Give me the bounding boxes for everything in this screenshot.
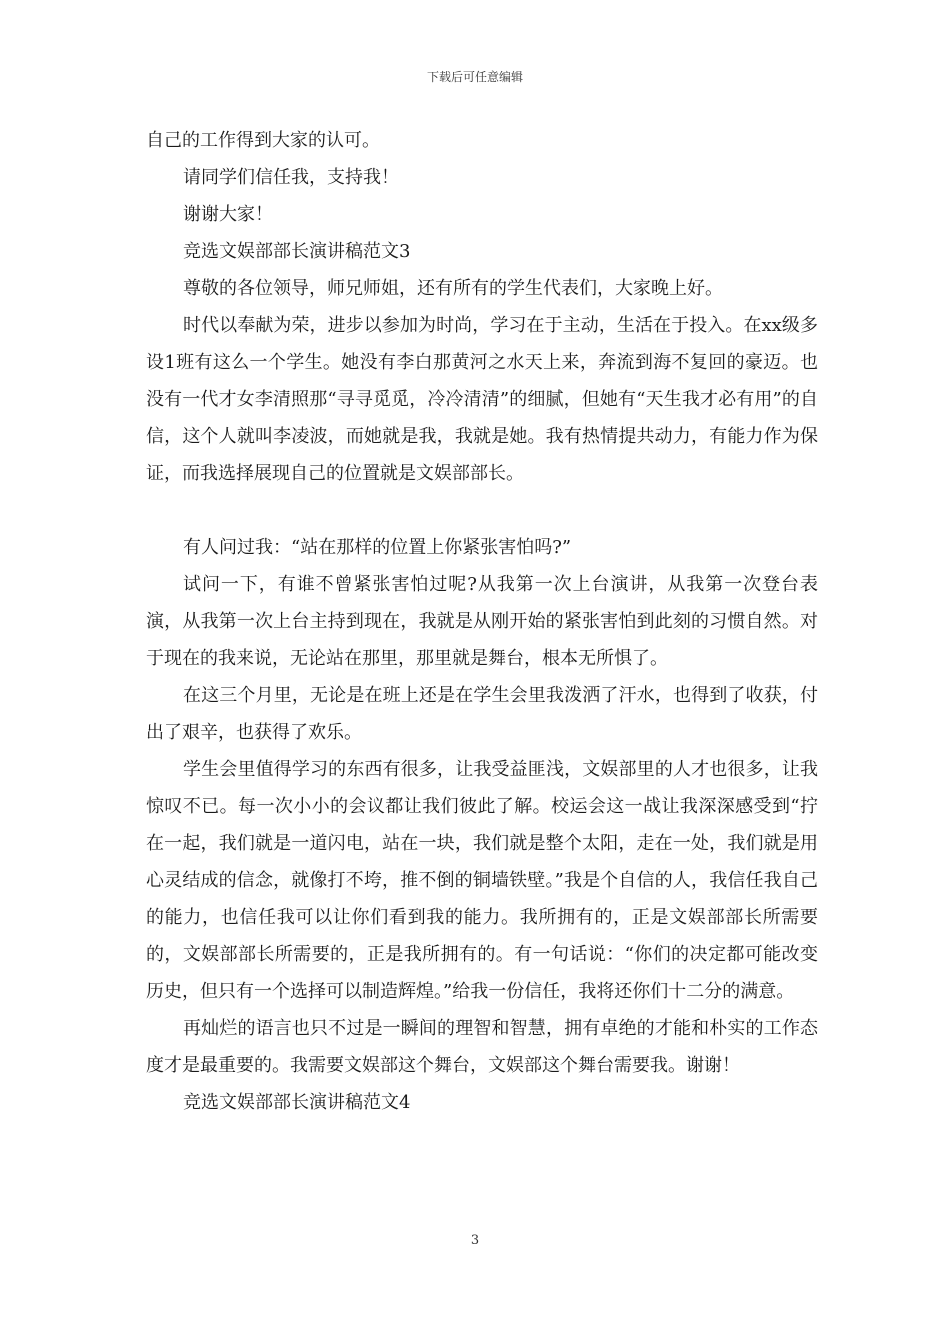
paragraph-nervousness: 试问一下，有谁不曾紧张害怕过呢?从我第一次上台演讲，从我第一次登台表演，从我第一次上台主持到现在，我就是从刚开始的紧张害怕到此刻的习惯自然。对于现在的我来说，无论站在那里，那里就是舞台，根本无所惧了。 [146, 574, 818, 669]
paragraph-continuation: 自己的工作得到大家的认可。 [146, 130, 380, 151]
page-header: 下载后可任意编辑 [426, 70, 523, 84]
paragraph-question: 有人问过我：“站在那样的位置上你紧张害怕吗?” [183, 537, 572, 558]
paragraph-gap [146, 492, 818, 529]
paragraph-introduction: 时代以奉献为荣，进步以参加为时尚，学习在于主动，生活在于投入。在xx级多设1班有这么一个学生。她没有李白那黄河之水天上来，奔流到海不复回的豪迈。也没有一代才女李清照那“寻寻觅觅，冷冷清清”的细腻，但她有“天生我才必有用”的自信，这个人就叫李凌波，而她就是我，我就是她。我有热情提共动力，有能力作为保证，而我选择展现自己的位置就是文娱部部长。 [146, 315, 818, 484]
paragraph-greeting: 尊敬的各位领导，师兄师姐，还有所有的学生代表们，大家晚上好。 [183, 278, 723, 299]
section-title-4: 竞选文娱部部长演讲稿范文4 [183, 1092, 411, 1113]
page-number: 3 [470, 1233, 480, 1248]
paragraph-thanks: 谢谢大家！ [183, 204, 273, 225]
section-title-3: 竞选文娱部部长演讲稿范文3 [183, 241, 411, 262]
paragraph-conclusion: 再灿烂的语言也只不过是一瞬间的理智和智慧，拥有卓绝的才能和朴实的工作态度才是最重要的。我需要文娱部这个舞台，文娱部这个舞台需要我。谢谢！ [146, 1018, 818, 1076]
paragraph-three-months: 在这三个月里，无论是在班上还是在学生会里我泼洒了汗水，也得到了收获，付出了艰辛，也获得了欢乐。 [146, 685, 818, 743]
document-body [146, 122, 818, 1121]
paragraph-student-union: 学生会里值得学习的东西有很多，让我受益匪浅，文娱部里的人才也很多，让我惊叹不已。每一次小小的会议都让我们彼此了解。校运会这一战让我深深感受到“拧在一起，我们就是一道闪电，站在一块，我们就是整个太阳，走在一处，我们就是用心灵结成的信念，就像打不垮，推不倒的铜墙铁壁。”我是个自信的人，我信任我自己的能力，也信任我可以让你们看到我的能力。我所拥有的，正是文娱部部长所需要的，文娱部部长所需要的，正是我所拥有的。有一句话说：“你们的决定都可能改变历史，但只有一个选择可以制造辉煌。”给我一份信任，我将还你们十二分的满意。 [146, 759, 818, 1002]
paragraph-request-trust: 请同学们信任我，支持我！ [183, 167, 399, 188]
